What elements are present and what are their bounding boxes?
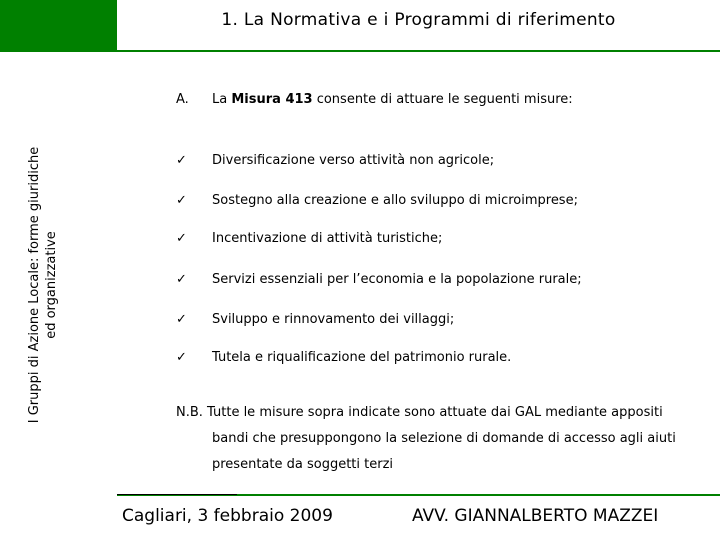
note-line-1: N.B. Tutte le misure sopra indicate sono attuate dai GAL mediante appositi <box>176 405 663 420</box>
intro-text-bold: Misura 413 <box>231 92 313 107</box>
list-item-label: Sostegno alla creazione e allo sviluppo di microimprese; <box>212 193 578 208</box>
list-item-label: Tutela e riqualificazione del patrimonio rurale. <box>212 350 512 365</box>
intro-text-before: La <box>212 92 232 107</box>
note-block <box>176 400 696 478</box>
list-item-label: Sviluppo e rinnovamento dei villaggi; <box>212 312 455 327</box>
sidebar-line-2: ed organizzative <box>44 231 59 339</box>
footer-author: AVV. GIANNALBERTO MAZZEI <box>412 506 659 526</box>
check-icon: ✓ <box>176 312 187 327</box>
note-line-3: presentate da soggetti terzi <box>212 457 394 472</box>
footer-date: Cagliari, 3 febbraio 2009 <box>122 506 333 526</box>
intro-text <box>212 92 573 107</box>
sidebar-line-1: I Gruppi di Azione Locale: forme giuridiche <box>27 146 42 424</box>
check-icon: ✓ <box>176 350 187 365</box>
check-icon: ✓ <box>176 231 187 246</box>
note-line-2: bandi che presuppongono la selezione di domande di accesso agli aiuti <box>212 431 676 446</box>
intro-letter: A. <box>176 92 189 107</box>
page-title: 1. La Normativa e i Programmi di riferimento <box>221 10 616 30</box>
list-item-label: Servizi essenziali per l’economia e la popolazione rurale; <box>212 272 582 287</box>
list-item-label: Diversificazione verso attività non agricole; <box>212 153 495 168</box>
check-icon: ✓ <box>176 153 187 168</box>
footer-divider-accent <box>117 494 237 495</box>
intro-text-after: consente di attuare le seguenti misure: <box>312 92 573 107</box>
list-item-label: Incentivazione di attività turistiche; <box>212 231 443 246</box>
check-icon: ✓ <box>176 193 187 208</box>
check-icon: ✓ <box>176 272 187 287</box>
